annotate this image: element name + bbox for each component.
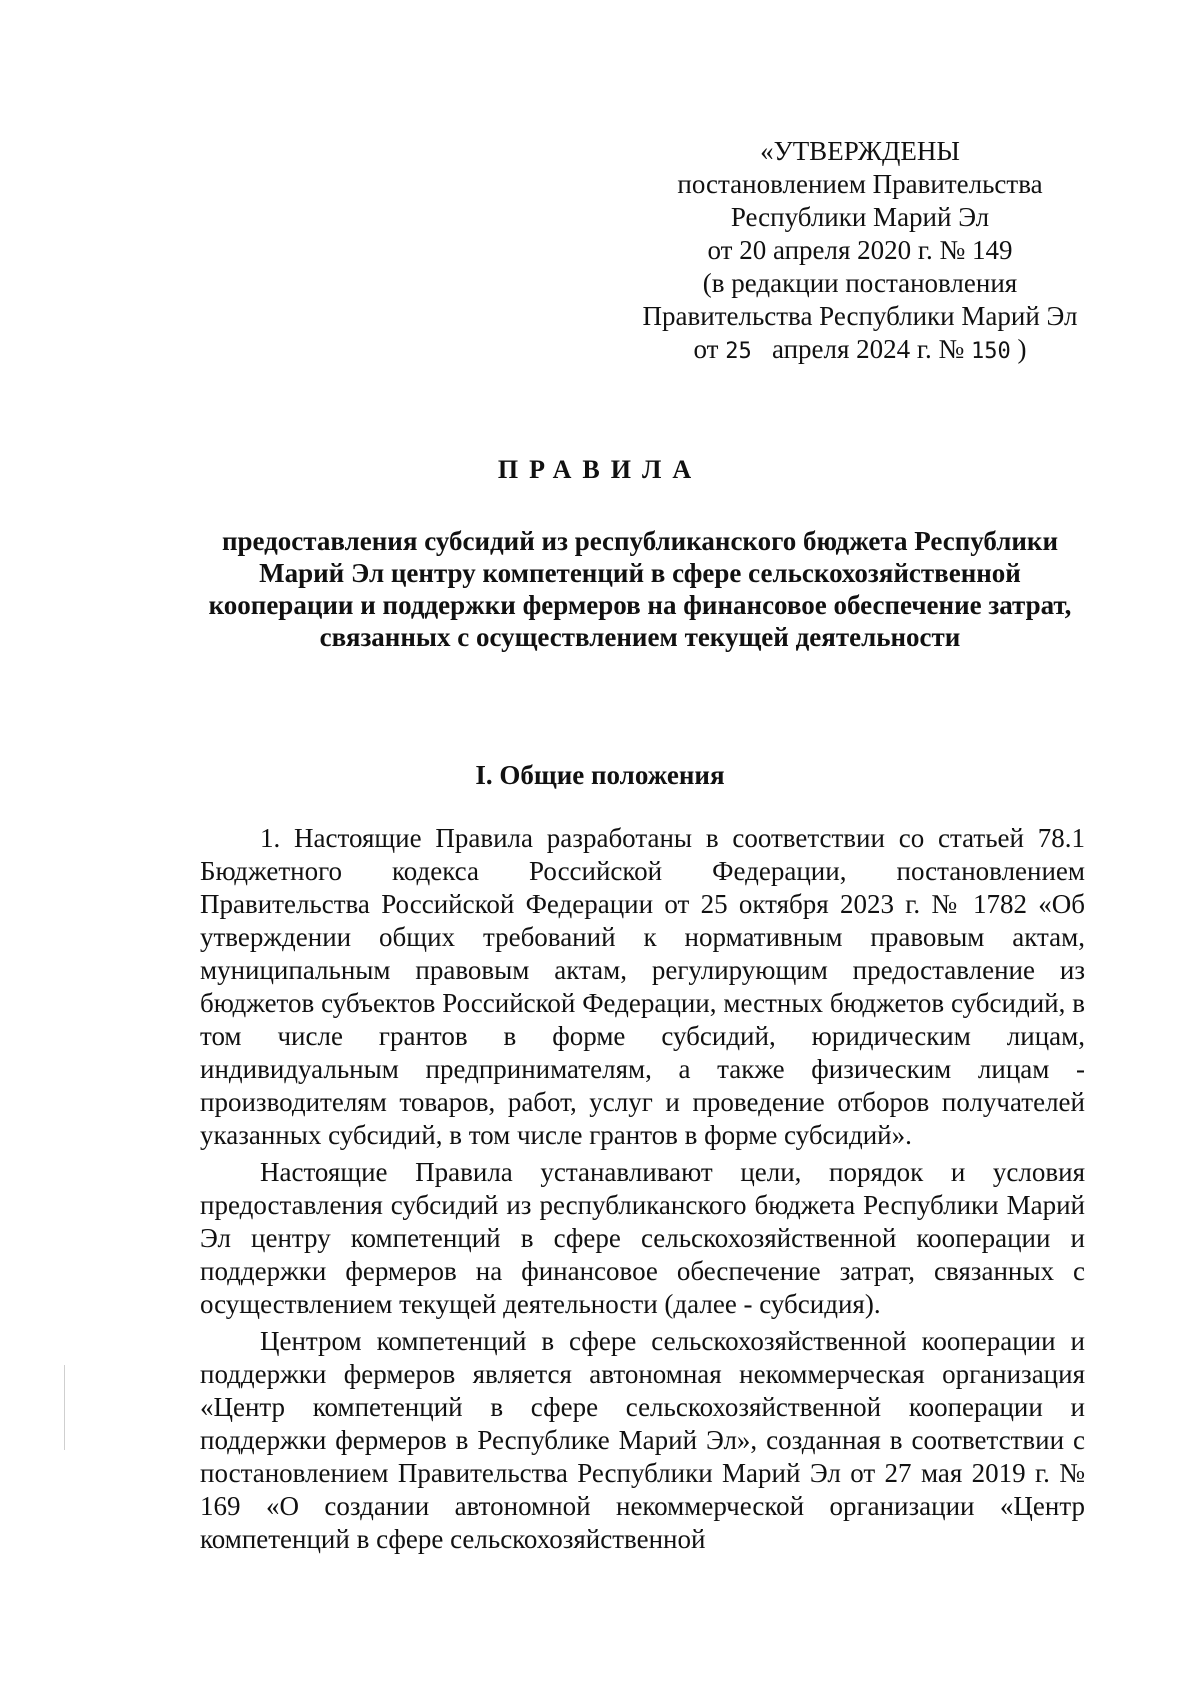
paragraph-1: 1. Настоящие Правила разработаны в соответствии со статьей 78.1 Бюджетного кодекса Российской Федерации, постановлением Правительства Российской Федерации от 25 октября 2023 г. № 1782 «Об утверждении общих требований к нормативным правовым актам, муниципальным правовым актам, регулирующим предоставление из бюджетов субъектов Российской Федерации, местных бюджетов субсидий, в том числе грантов в форме субсидий, юридическим лицам, индивидуальным предпринимателям, а также физическим лицам - производителям товаров, работ, услуг и проведение отборов получателей указанных субсидий, в том числе грантов в форме субсидий». [200,823,1085,1150]
paragraph-2: Настоящие Правила устанавливают цели, порядок и условия предоставления субсидий из республиканского бюджета Республики Марий Эл центру компетенций в сфере сельскохозяйственной кооперации и поддержки фермеров на финансовое обеспечение затрат, связанных с осуществлением текущей деятельности (далее - субсидия). [200,1157,1085,1319]
approval-line-3: Республики Марий Эл [730,202,990,232]
approval-line-5: (в редакции постановления [702,268,1018,298]
approval-line-7 [610,333,1110,368]
document-body [200,822,1085,1556]
approval-stamp-block [610,135,1110,368]
approval-line-2: постановлением Правительства [677,169,1043,199]
approval-date-day: 25 [725,339,752,364]
section-heading: I. Общие положения [475,760,725,790]
document-title: ПРАВИЛА [497,455,703,484]
paragraph-3: Центром компетенций в сфере сельскохозяйственной кооперации и поддержки фермеров является автономная некоммерческая организация «Центр компетенций в сфере сельскохозяйственной кооперации и поддержки фермеров в Республике Марий Эл», созданная в соответствии с постановлением Правительства Республики Марий Эл от 27 мая 2019 г. № 169 «О создании автономной некоммерческой организации «Центр компетенций в сфере сельскохозяйственной [200,1326,1085,1554]
approval-date-middle: апреля 2024 г. № [771,334,965,364]
approval-line-4: от 20 апреля 2020 г. № 149 [707,235,1013,265]
approval-date-suffix: ) [1017,334,1027,364]
approval-line-1: «УТВЕРЖДЕНЫ [760,136,960,166]
scan-artifact-line [64,1365,65,1450]
approval-date-number: 150 [970,339,1011,364]
approval-line-6: Правительства Республики Марий Эл [642,301,1078,331]
document-subtitle: предоставления субсидий из республиканского бюджета Республики Марий Эл центру компетенций в сфере сельскохозяйственной кооперации и поддержки фермеров на финансовое обеспечение затрат, связанных с осуществлением текущей деятельности [208,526,1072,652]
approval-date-prefix: от [693,334,719,364]
